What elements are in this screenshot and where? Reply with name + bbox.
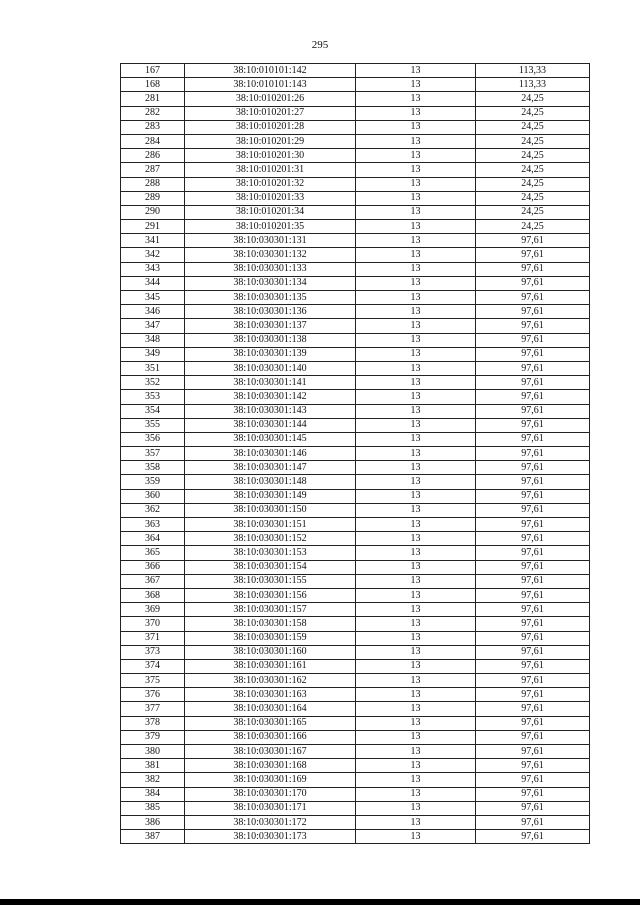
row-number-cell: 354 — [121, 404, 185, 418]
table-row — [121, 418, 590, 432]
table-row — [121, 830, 590, 844]
code-cell: 13 — [356, 291, 476, 305]
value-cell: 24,25 — [476, 106, 590, 120]
table-row — [121, 787, 590, 801]
code-cell: 13 — [356, 659, 476, 673]
value-cell: 113,33 — [476, 64, 590, 78]
cadastral-number-cell: 38:10:030301:148 — [185, 475, 356, 489]
table-row — [121, 220, 590, 234]
code-cell: 13 — [356, 518, 476, 532]
value-cell: 24,25 — [476, 120, 590, 134]
cadastral-number-cell: 38:10:030301:134 — [185, 276, 356, 290]
cadastral-number-cell: 38:10:030301:163 — [185, 688, 356, 702]
value-cell: 97,61 — [476, 659, 590, 673]
row-number-cell: 358 — [121, 461, 185, 475]
page-number: 295 — [311, 39, 329, 51]
cadastral-number-cell: 38:10:030301:150 — [185, 503, 356, 517]
table-row — [121, 674, 590, 688]
table-row — [121, 447, 590, 461]
value-cell: 97,61 — [476, 815, 590, 829]
code-cell: 13 — [356, 730, 476, 744]
row-number-cell: 290 — [121, 205, 185, 219]
value-cell: 97,61 — [476, 702, 590, 716]
cadastral-number-cell: 38:10:030301:145 — [185, 432, 356, 446]
row-number-cell: 286 — [121, 149, 185, 163]
cadastral-number-cell: 38:10:010201:34 — [185, 205, 356, 219]
value-cell: 97,61 — [476, 432, 590, 446]
row-number-cell: 355 — [121, 418, 185, 432]
cadastral-number-cell: 38:10:030301:162 — [185, 674, 356, 688]
cadastral-number-cell: 38:10:010201:35 — [185, 220, 356, 234]
cadastral-number-cell: 38:10:030301:169 — [185, 773, 356, 787]
value-cell: 97,61 — [476, 603, 590, 617]
value-cell: 97,61 — [476, 631, 590, 645]
value-cell: 97,61 — [476, 262, 590, 276]
table-row — [121, 177, 590, 191]
table-row — [121, 532, 590, 546]
value-cell: 97,61 — [476, 333, 590, 347]
table-row — [121, 191, 590, 205]
row-number-cell: 363 — [121, 518, 185, 532]
code-cell: 13 — [356, 78, 476, 92]
row-number-cell: 360 — [121, 489, 185, 503]
row-number-cell: 379 — [121, 730, 185, 744]
code-cell: 13 — [356, 588, 476, 602]
code-cell: 13 — [356, 276, 476, 290]
cadastral-number-cell: 38:10:010201:32 — [185, 177, 356, 191]
row-number-cell: 370 — [121, 617, 185, 631]
cadastral-number-cell: 38:10:030301:144 — [185, 418, 356, 432]
value-cell: 97,61 — [476, 588, 590, 602]
table-row — [121, 574, 590, 588]
code-cell: 13 — [356, 106, 476, 120]
value-cell: 97,61 — [476, 518, 590, 532]
value-cell: 113,33 — [476, 78, 590, 92]
code-cell: 13 — [356, 447, 476, 461]
value-cell: 97,61 — [476, 319, 590, 333]
value-cell: 97,61 — [476, 645, 590, 659]
code-cell: 13 — [356, 432, 476, 446]
cadastral-number-cell: 38:10:010201:31 — [185, 163, 356, 177]
code-cell: 13 — [356, 461, 476, 475]
table-row — [121, 248, 590, 262]
row-number-cell: 168 — [121, 78, 185, 92]
code-cell: 13 — [356, 674, 476, 688]
value-cell: 97,61 — [476, 730, 590, 744]
table-row — [121, 92, 590, 106]
code-cell: 13 — [356, 603, 476, 617]
row-number-cell: 369 — [121, 603, 185, 617]
row-number-cell: 357 — [121, 447, 185, 461]
table-row — [121, 518, 590, 532]
row-number-cell: 345 — [121, 291, 185, 305]
cadastral-number-cell: 38:10:030301:149 — [185, 489, 356, 503]
code-cell: 13 — [356, 745, 476, 759]
table-row — [121, 645, 590, 659]
code-cell: 13 — [356, 574, 476, 588]
value-cell: 24,25 — [476, 177, 590, 191]
table-row — [121, 106, 590, 120]
cadastral-number-cell: 38:10:030301:161 — [185, 659, 356, 673]
value-cell: 24,25 — [476, 163, 590, 177]
code-cell: 13 — [356, 248, 476, 262]
table-row — [121, 730, 590, 744]
value-cell: 97,61 — [476, 376, 590, 390]
cadastral-number-cell: 38:10:030301:140 — [185, 361, 356, 375]
row-number-cell: 373 — [121, 645, 185, 659]
table-row — [121, 149, 590, 163]
value-cell: 24,25 — [476, 191, 590, 205]
cadastral-number-cell: 38:10:030301:165 — [185, 716, 356, 730]
code-cell: 13 — [356, 92, 476, 106]
parcel-table — [120, 63, 590, 844]
cadastral-number-cell: 38:10:010201:30 — [185, 149, 356, 163]
table-row — [121, 475, 590, 489]
table-row — [121, 560, 590, 574]
cadastral-number-cell: 38:10:010201:27 — [185, 106, 356, 120]
value-cell: 97,61 — [476, 546, 590, 560]
code-cell: 13 — [356, 191, 476, 205]
row-number-cell: 385 — [121, 801, 185, 815]
code-cell: 13 — [356, 815, 476, 829]
row-number-cell: 344 — [121, 276, 185, 290]
row-number-cell: 386 — [121, 815, 185, 829]
row-number-cell: 364 — [121, 532, 185, 546]
cadastral-number-cell: 38:10:030301:153 — [185, 546, 356, 560]
value-cell: 97,61 — [476, 716, 590, 730]
row-number-cell: 289 — [121, 191, 185, 205]
code-cell: 13 — [356, 262, 476, 276]
table-row — [121, 546, 590, 560]
code-cell: 13 — [356, 376, 476, 390]
row-number-cell: 341 — [121, 234, 185, 248]
cadastral-number-cell: 38:10:010201:28 — [185, 120, 356, 134]
code-cell: 13 — [356, 830, 476, 844]
value-cell: 97,61 — [476, 475, 590, 489]
row-number-cell: 349 — [121, 347, 185, 361]
row-number-cell: 284 — [121, 134, 185, 148]
parcel-table-body — [121, 64, 590, 844]
table-row — [121, 745, 590, 759]
value-cell: 97,61 — [476, 404, 590, 418]
table-row — [121, 319, 590, 333]
table-row — [121, 234, 590, 248]
row-number-cell: 368 — [121, 588, 185, 602]
code-cell: 13 — [356, 489, 476, 503]
code-cell: 13 — [356, 234, 476, 248]
code-cell: 13 — [356, 319, 476, 333]
cadastral-number-cell: 38:10:030301:137 — [185, 319, 356, 333]
cadastral-number-cell: 38:10:030301:167 — [185, 745, 356, 759]
value-cell: 24,25 — [476, 92, 590, 106]
code-cell: 13 — [356, 134, 476, 148]
row-number-cell: 376 — [121, 688, 185, 702]
value-cell: 97,61 — [476, 447, 590, 461]
row-number-cell: 281 — [121, 92, 185, 106]
code-cell: 13 — [356, 475, 476, 489]
row-number-cell: 382 — [121, 773, 185, 787]
table-row — [121, 773, 590, 787]
row-number-cell: 362 — [121, 503, 185, 517]
cadastral-number-cell: 38:10:030301:154 — [185, 560, 356, 574]
code-cell: 13 — [356, 631, 476, 645]
table-row — [121, 404, 590, 418]
cadastral-number-cell: 38:10:030301:168 — [185, 759, 356, 773]
row-number-cell: 374 — [121, 659, 185, 673]
table-row — [121, 163, 590, 177]
cadastral-number-cell: 38:10:030301:135 — [185, 291, 356, 305]
row-number-cell: 347 — [121, 319, 185, 333]
table-row — [121, 134, 590, 148]
value-cell: 97,61 — [476, 674, 590, 688]
row-number-cell: 352 — [121, 376, 185, 390]
code-cell: 13 — [356, 205, 476, 219]
value-cell: 97,61 — [476, 248, 590, 262]
cadastral-number-cell: 38:10:030301:139 — [185, 347, 356, 361]
table-row — [121, 801, 590, 815]
value-cell: 97,61 — [476, 361, 590, 375]
cadastral-number-cell: 38:10:030301:172 — [185, 815, 356, 829]
code-cell: 13 — [356, 546, 476, 560]
table-row — [121, 461, 590, 475]
row-number-cell: 384 — [121, 787, 185, 801]
table-row — [121, 120, 590, 134]
code-cell: 13 — [356, 702, 476, 716]
table-row — [121, 716, 590, 730]
cadastral-number-cell: 38:10:030301:159 — [185, 631, 356, 645]
code-cell: 13 — [356, 532, 476, 546]
value-cell: 97,61 — [476, 560, 590, 574]
value-cell: 97,61 — [476, 787, 590, 801]
cadastral-number-cell: 38:10:030301:158 — [185, 617, 356, 631]
code-cell: 13 — [356, 801, 476, 815]
code-cell: 13 — [356, 645, 476, 659]
value-cell: 97,61 — [476, 305, 590, 319]
cadastral-number-cell: 38:10:010201:26 — [185, 92, 356, 106]
table-row — [121, 659, 590, 673]
table-row — [121, 64, 590, 78]
cadastral-number-cell: 38:10:030301:160 — [185, 645, 356, 659]
cadastral-number-cell: 38:10:030301:141 — [185, 376, 356, 390]
cadastral-number-cell: 38:10:030301:152 — [185, 532, 356, 546]
cadastral-number-cell: 38:10:030301:138 — [185, 333, 356, 347]
table-row — [121, 78, 590, 92]
code-cell: 13 — [356, 347, 476, 361]
cadastral-number-cell: 38:10:030301:156 — [185, 588, 356, 602]
table-row — [121, 276, 590, 290]
value-cell: 24,25 — [476, 220, 590, 234]
table-row — [121, 688, 590, 702]
row-number-cell: 371 — [121, 631, 185, 645]
code-cell: 13 — [356, 333, 476, 347]
row-number-cell: 351 — [121, 361, 185, 375]
code-cell: 13 — [356, 560, 476, 574]
value-cell: 24,25 — [476, 149, 590, 163]
value-cell: 97,61 — [476, 574, 590, 588]
code-cell: 13 — [356, 617, 476, 631]
code-cell: 13 — [356, 390, 476, 404]
row-number-cell: 365 — [121, 546, 185, 560]
cadastral-number-cell: 38:10:030301:136 — [185, 305, 356, 319]
value-cell: 24,25 — [476, 205, 590, 219]
cadastral-number-cell: 38:10:030301:146 — [185, 447, 356, 461]
table-row — [121, 333, 590, 347]
table-row — [121, 376, 590, 390]
code-cell: 13 — [356, 716, 476, 730]
row-number-cell: 348 — [121, 333, 185, 347]
code-cell: 13 — [356, 177, 476, 191]
value-cell: 97,61 — [476, 418, 590, 432]
code-cell: 13 — [356, 361, 476, 375]
row-number-cell: 291 — [121, 220, 185, 234]
table-row — [121, 205, 590, 219]
value-cell: 97,61 — [476, 830, 590, 844]
cadastral-number-cell: 38:10:030301:170 — [185, 787, 356, 801]
row-number-cell: 288 — [121, 177, 185, 191]
row-number-cell: 287 — [121, 163, 185, 177]
cadastral-number-cell: 38:10:030301:164 — [185, 702, 356, 716]
row-number-cell: 167 — [121, 64, 185, 78]
row-number-cell: 359 — [121, 475, 185, 489]
scan-bottom-edge — [0, 899, 640, 905]
cadastral-number-cell: 38:10:030301:171 — [185, 801, 356, 815]
row-number-cell: 283 — [121, 120, 185, 134]
row-number-cell: 367 — [121, 574, 185, 588]
cadastral-number-cell: 38:10:010201:29 — [185, 134, 356, 148]
table-row — [121, 588, 590, 602]
table-row — [121, 305, 590, 319]
value-cell: 97,61 — [476, 773, 590, 787]
value-cell: 24,25 — [476, 134, 590, 148]
table-row — [121, 432, 590, 446]
cadastral-number-cell: 38:10:030301:151 — [185, 518, 356, 532]
row-number-cell: 353 — [121, 390, 185, 404]
value-cell: 97,61 — [476, 347, 590, 361]
value-cell: 97,61 — [476, 291, 590, 305]
table-row — [121, 291, 590, 305]
value-cell: 97,61 — [476, 801, 590, 815]
table-row — [121, 262, 590, 276]
value-cell: 97,61 — [476, 532, 590, 546]
value-cell: 97,61 — [476, 461, 590, 475]
value-cell: 97,61 — [476, 745, 590, 759]
cadastral-number-cell: 38:10:030301:133 — [185, 262, 356, 276]
table-row — [121, 347, 590, 361]
row-number-cell: 346 — [121, 305, 185, 319]
code-cell: 13 — [356, 120, 476, 134]
value-cell: 97,61 — [476, 617, 590, 631]
row-number-cell: 381 — [121, 759, 185, 773]
code-cell: 13 — [356, 773, 476, 787]
cadastral-number-cell: 38:10:030301:142 — [185, 390, 356, 404]
cadastral-number-cell: 38:10:030301:155 — [185, 574, 356, 588]
table-row — [121, 815, 590, 829]
cadastral-number-cell: 38:10:030301:131 — [185, 234, 356, 248]
cadastral-number-cell: 38:10:010101:142 — [185, 64, 356, 78]
table-row — [121, 759, 590, 773]
value-cell: 97,61 — [476, 276, 590, 290]
value-cell: 97,61 — [476, 234, 590, 248]
table-row — [121, 390, 590, 404]
code-cell: 13 — [356, 163, 476, 177]
value-cell: 97,61 — [476, 503, 590, 517]
table-row — [121, 617, 590, 631]
row-number-cell: 356 — [121, 432, 185, 446]
code-cell: 13 — [356, 64, 476, 78]
value-cell: 97,61 — [476, 759, 590, 773]
code-cell: 13 — [356, 305, 476, 319]
row-number-cell: 366 — [121, 560, 185, 574]
cadastral-number-cell: 38:10:030301:166 — [185, 730, 356, 744]
value-cell: 97,61 — [476, 688, 590, 702]
table-row — [121, 702, 590, 716]
code-cell: 13 — [356, 404, 476, 418]
table-row — [121, 603, 590, 617]
table-row — [121, 489, 590, 503]
row-number-cell: 342 — [121, 248, 185, 262]
cadastral-number-cell: 38:10:030301:173 — [185, 830, 356, 844]
row-number-cell: 380 — [121, 745, 185, 759]
value-cell: 97,61 — [476, 390, 590, 404]
cadastral-number-cell: 38:10:030301:132 — [185, 248, 356, 262]
code-cell: 13 — [356, 149, 476, 163]
code-cell: 13 — [356, 759, 476, 773]
row-number-cell: 375 — [121, 674, 185, 688]
row-number-cell: 378 — [121, 716, 185, 730]
row-number-cell: 377 — [121, 702, 185, 716]
row-number-cell: 387 — [121, 830, 185, 844]
table-row — [121, 361, 590, 375]
cadastral-number-cell: 38:10:030301:157 — [185, 603, 356, 617]
row-number-cell: 282 — [121, 106, 185, 120]
cadastral-number-cell: 38:10:010101:143 — [185, 78, 356, 92]
code-cell: 13 — [356, 688, 476, 702]
code-cell: 13 — [356, 787, 476, 801]
cadastral-number-cell: 38:10:030301:147 — [185, 461, 356, 475]
row-number-cell: 343 — [121, 262, 185, 276]
value-cell: 97,61 — [476, 489, 590, 503]
cadastral-number-cell: 38:10:010201:33 — [185, 191, 356, 205]
code-cell: 13 — [356, 418, 476, 432]
code-cell: 13 — [356, 220, 476, 234]
code-cell: 13 — [356, 503, 476, 517]
table-row — [121, 503, 590, 517]
cadastral-number-cell: 38:10:030301:143 — [185, 404, 356, 418]
table-row — [121, 631, 590, 645]
